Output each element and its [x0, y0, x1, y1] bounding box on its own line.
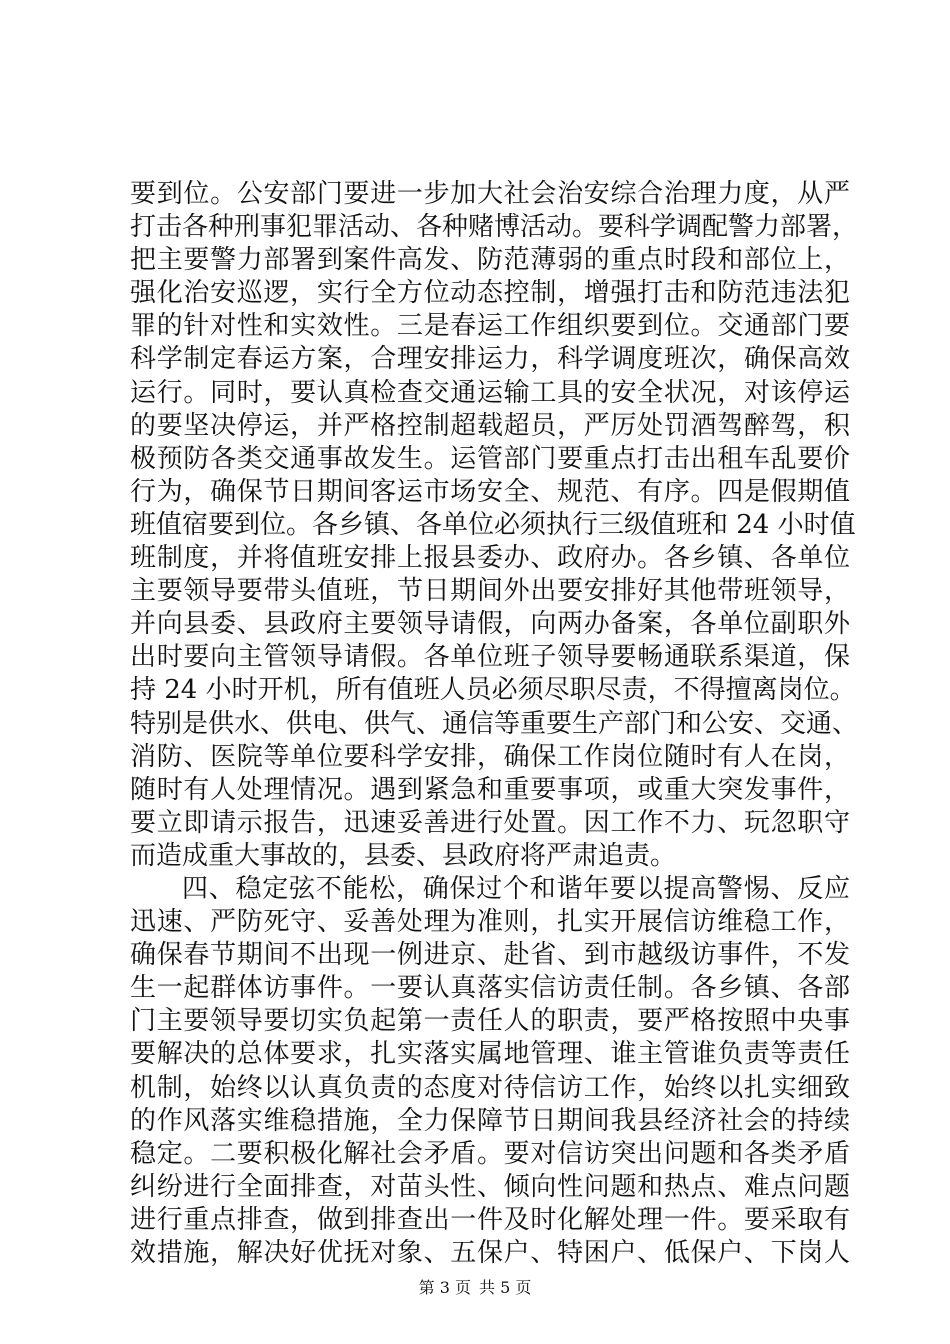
text-line: 消防、医院等单位要科学安排，确保工作岗位随时有人在岗，: [130, 741, 850, 772]
text-line: 打击各种刑事犯罪活动、各种赌博活动。要科学调配警力部署，: [130, 212, 859, 243]
text-line: 纠纷进行全面排查，对苗头性、倾向性问题和热点、难点问题: [130, 1171, 850, 1202]
text-line: 特别是供水、供电、供气、通信等重要生产部门和公安、交通、: [130, 708, 859, 739]
paragraph-first-line: 四、稳定弦不能松，确保过个和谐年要以提高警惕、反应: [182, 873, 850, 904]
text-line: 强化治安巡逻，实行全方位动态控制，增强打击和防范违法犯: [130, 278, 850, 309]
page-footer: [0, 1278, 950, 1298]
text-line: 的作风落实维稳措施，全力保障节日期间我县经济社会的持续: [130, 1105, 850, 1136]
text-line: 稳定。二要积极化解社会矛盾。要对信访突出问题和各类矛盾: [130, 1138, 850, 1169]
text-line: 要解决的总体要求，扎实落实属地管理、谁主管谁负责等责任: [130, 1039, 850, 1070]
text-line: 要到位。公安部门要进一步加大社会治安综合治理力度，从严: [130, 179, 850, 209]
text-line: 罪的针对性和实效性。三是春运工作组织要到位。交通部门要: [130, 311, 850, 342]
text-line: 主要领导要带头值班，节日期间外出要安排好其他带班领导，: [130, 576, 850, 607]
paragraph-end-line: 而造成重大事故的，县委、县政府将严肃追责。: [130, 840, 677, 871]
text-line: 持 24 小时开机，所有值班人员必须尽职尽责，不得擅离岗位。: [130, 675, 856, 706]
text-line: 班制度，并将值班安排上报县委办、政府办。各乡镇、各单位: [130, 543, 850, 574]
text-line: 效措施，解决好优抚对象、五保户、特困户、低保户、下岗人: [130, 1238, 850, 1268]
text-line: 行为，确保节日期间客运市场安全、规范、有序。四是假期值: [130, 476, 850, 507]
text-line: 科学制定春运方案，合理安排运力，科学调度班次，确保高效: [130, 344, 850, 375]
text-line: 把主要警力部署到案件高发、防范薄弱的重点时段和部位上，: [130, 245, 850, 276]
text-line: 要立即请示报告，迅速妥善进行处置。因工作不力、玩忽职守: [130, 807, 850, 838]
text-line: 进行重点排查，做到排查出一件及时化解处理一件。要采取有: [130, 1204, 850, 1235]
text-line: 运行。同时，要认真检查交通运输工具的安全状况，对该停运: [130, 377, 850, 408]
page-number: 第 3 页: [418, 1278, 471, 1297]
text-line: 班值宿要到位。各乡镇、各单位必须执行三级值班和 24 小时值: [130, 509, 856, 540]
text-line: 迅速、严防死守、妥善处理为准则，扎实开展信访维稳工作，: [130, 907, 850, 938]
text-line: 出时要向主管领导请假。各单位班子领导要畅通联系渠道，保: [130, 642, 850, 673]
body-text: [130, 178, 859, 1270]
text-line: 生一起群体访事件。一要认真落实信访责任制。各乡镇、各部: [130, 973, 850, 1004]
text-line: 确保春节期间不出现一例进京、赴省、到市越级访事件，不发: [130, 940, 850, 971]
text-line: 极预防各类交通事故发生。运管部门要重点打击出租车乱要价: [130, 443, 850, 474]
page-total: 共 5 页: [479, 1278, 532, 1297]
text-line: 机制，始终以认真负责的态度对待信访工作，始终以扎实细致: [130, 1072, 850, 1103]
text-line: 随时有人处理情况。遇到紧急和重要事项，或重大突发事件，: [130, 774, 850, 805]
text-line: 并向县委、县政府主要领导请假，向两办备案，各单位副职外: [130, 609, 850, 640]
text-line: 的要坚决停运，并严格控制超载超员，严厉处罚酒驾醉驾，积: [130, 410, 850, 441]
text-line: 门主要领导要切实负起第一责任人的职责，要严格按照中央事: [130, 1006, 850, 1037]
